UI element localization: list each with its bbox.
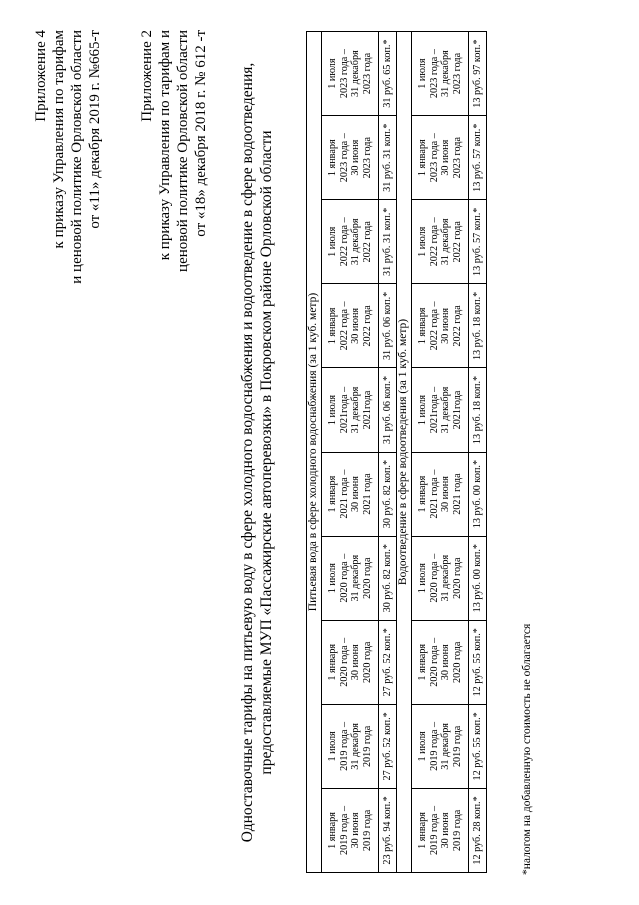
period-line: 2019 года bbox=[361, 809, 373, 852]
period-line: 2019 года – bbox=[428, 805, 440, 855]
period-line: 2020 года bbox=[451, 641, 463, 683]
period-line: 31 декабря bbox=[350, 554, 361, 602]
period-row bbox=[412, 32, 469, 873]
period-line: 2021года – bbox=[338, 386, 350, 434]
period-line: 2021 года bbox=[451, 473, 463, 515]
tariff-value-cell: 31 руб. 31 коп.* bbox=[379, 200, 397, 284]
section-heading-row bbox=[397, 32, 412, 873]
period-cell bbox=[322, 620, 379, 704]
appendix-4-line-4: от «11» декабря 2019 г. №665-т bbox=[87, 30, 103, 229]
period-line: 2020 года bbox=[451, 557, 463, 599]
period-line: 30 июня bbox=[440, 476, 451, 513]
period-line: 1 июля bbox=[417, 563, 428, 594]
tariff-value-cell: 27 руб. 52 коп.* bbox=[379, 704, 397, 788]
period-line: 2021 года – bbox=[428, 469, 440, 519]
tariff-value-cell: 13 руб. 57 коп.* bbox=[469, 200, 487, 284]
period-line: 2022 года bbox=[361, 305, 373, 347]
period-line: 1 июля bbox=[327, 58, 338, 89]
period-row bbox=[322, 32, 379, 873]
period-line: 30 июня bbox=[350, 644, 361, 681]
period-line: 2021 года bbox=[361, 473, 373, 515]
period-line: 2019 года bbox=[451, 809, 463, 852]
period-cell bbox=[322, 284, 379, 368]
appendix-2-line-3: ценовой политике Орловской области bbox=[175, 30, 191, 272]
period-line: 1 января bbox=[417, 307, 428, 345]
period-line: 2019 года – bbox=[338, 721, 350, 771]
period-line: 1 января bbox=[327, 643, 338, 681]
period-line: 30 июня bbox=[350, 139, 361, 176]
tariff-table bbox=[306, 31, 487, 873]
period-cell bbox=[322, 452, 379, 536]
period-line: 2022 года – bbox=[428, 217, 440, 267]
period-cell bbox=[412, 536, 469, 620]
period-line: 1 января bbox=[417, 139, 428, 177]
period-line: 1 июля bbox=[327, 394, 338, 426]
tariff-value-cell: 30 руб. 82 коп.* bbox=[379, 536, 397, 620]
period-cell bbox=[412, 704, 469, 788]
period-line: 2019 года – bbox=[428, 721, 440, 771]
period-cell bbox=[412, 200, 469, 284]
period-line: 2021года bbox=[361, 390, 373, 430]
section-heading: Водоотведение в сфере водоотведения (за 1 куб. метр) bbox=[397, 32, 412, 873]
period-line: 1 января bbox=[327, 139, 338, 177]
period-line: 2023 года bbox=[451, 52, 463, 95]
period-line: 1 июля bbox=[417, 394, 428, 426]
tariff-value-cell: 12 руб. 28 коп.* bbox=[469, 788, 487, 872]
period-cell bbox=[322, 368, 379, 452]
period-line: 31 декабря bbox=[440, 218, 451, 266]
period-line: 2023 года – bbox=[428, 49, 440, 99]
period-cell bbox=[322, 32, 379, 116]
period-line: 30 июня bbox=[440, 139, 451, 176]
period-line: 2022 года bbox=[361, 221, 373, 263]
period-cell bbox=[412, 368, 469, 452]
period-line: 2020 года bbox=[361, 641, 373, 683]
tariff-value-cell: 23 руб. 94 коп.* bbox=[379, 788, 397, 872]
appendix-2-line-4: от «18» декабря 2018 г. № 612 -т bbox=[193, 30, 209, 237]
tariff-value-cell: 13 руб. 00 коп.* bbox=[469, 536, 487, 620]
period-line: 1 января bbox=[327, 475, 338, 513]
tariff-value-cell: 30 руб. 82 коп.* bbox=[379, 452, 397, 536]
period-line: 1 января bbox=[417, 643, 428, 681]
tariff-value-cell: 13 руб. 97 коп.* bbox=[469, 32, 487, 116]
period-line: 2023 года – bbox=[338, 133, 350, 183]
period-line: 2021 года – bbox=[338, 469, 350, 519]
period-line: 1 января bbox=[417, 475, 428, 513]
tariff-value-cell: 13 руб. 00 коп.* bbox=[469, 452, 487, 536]
period-line: 2020 года bbox=[361, 557, 373, 599]
period-line: 30 июня bbox=[350, 476, 361, 513]
period-line: 31 декабря bbox=[440, 386, 451, 434]
period-line: 2021года bbox=[451, 390, 463, 430]
appendix-4-header bbox=[32, 30, 104, 284]
period-line: 2020 года – bbox=[338, 553, 350, 603]
period-line: 1 января bbox=[327, 307, 338, 345]
tariff-value-cell: 27 руб. 52 коп.* bbox=[379, 620, 397, 704]
tariff-value-row bbox=[379, 32, 397, 873]
period-line: 2021года – bbox=[428, 386, 440, 434]
appendix-4-line-2: к приказу Управления по тарифам bbox=[51, 30, 67, 249]
period-line: 1 июля bbox=[417, 226, 428, 257]
period-line: 2022 года bbox=[451, 221, 463, 263]
appendix-4-line-3: и ценовой политике Орловской области bbox=[69, 30, 85, 284]
period-line: 1 июля bbox=[417, 731, 428, 762]
period-line: 2020 года – bbox=[338, 637, 350, 687]
period-cell bbox=[322, 116, 379, 200]
period-line: 2023 года – bbox=[338, 49, 350, 99]
period-line: 1 июля bbox=[327, 226, 338, 257]
period-cell bbox=[412, 788, 469, 872]
period-line: 2020 года – bbox=[428, 553, 440, 603]
appendix-2-line-1: Приложение 2 bbox=[139, 30, 155, 122]
tariff-value-cell: 12 руб. 55 коп.* bbox=[469, 620, 487, 704]
period-cell bbox=[322, 536, 379, 620]
period-line: 2022 года – bbox=[338, 301, 350, 351]
period-cell bbox=[412, 116, 469, 200]
appendix-2-header bbox=[138, 30, 210, 272]
period-cell bbox=[412, 284, 469, 368]
tariff-value-row bbox=[469, 32, 487, 873]
period-line: 2023 года bbox=[361, 137, 373, 179]
period-line: 1 июля bbox=[327, 563, 338, 594]
period-cell bbox=[322, 200, 379, 284]
period-line: 31 декабря bbox=[350, 218, 361, 266]
period-line: 30 июня bbox=[440, 307, 451, 344]
tariff-value-cell: 31 руб. 65 коп.* bbox=[379, 32, 397, 116]
document-title bbox=[238, 60, 276, 845]
period-line: 30 июня bbox=[350, 812, 361, 849]
title-line-2: предоставляемые МУП «Пассажирские автоперевозки» в Покровском районе Орловской области bbox=[258, 130, 275, 775]
period-line: 1 июля bbox=[327, 731, 338, 762]
period-line: 31 декабря bbox=[350, 723, 361, 770]
period-cell bbox=[322, 788, 379, 872]
period-line: 2020 года – bbox=[428, 637, 440, 687]
period-line: 30 июня bbox=[350, 307, 361, 344]
period-line: 1 июля bbox=[417, 58, 428, 89]
period-line: 1 января bbox=[417, 812, 428, 849]
period-line: 30 июня bbox=[440, 644, 451, 681]
period-line: 2019 года bbox=[361, 725, 373, 768]
period-line: 31 декабря bbox=[440, 723, 451, 770]
tariff-value-cell: 13 руб. 18 коп.* bbox=[469, 368, 487, 452]
period-line: 30 июня bbox=[440, 812, 451, 849]
vat-footnote: *налогом на добавленную стоимость не облагается bbox=[521, 623, 533, 875]
period-line: 31 декабря bbox=[350, 50, 361, 97]
tariff-value-cell: 31 руб. 06 коп.* bbox=[379, 368, 397, 452]
appendix-4-line-1: Приложение 4 bbox=[33, 30, 49, 122]
tariff-value-cell: 31 руб. 06 коп.* bbox=[379, 284, 397, 368]
period-cell bbox=[412, 32, 469, 116]
tariff-value-cell: 12 руб. 55 коп.* bbox=[469, 704, 487, 788]
period-line: 2023 года bbox=[361, 52, 373, 95]
period-line: 31 декабря bbox=[350, 386, 361, 434]
tariff-value-cell: 13 руб. 18 коп.* bbox=[469, 284, 487, 368]
section-heading-row bbox=[307, 32, 322, 873]
period-line: 31 декабря bbox=[440, 50, 451, 97]
period-cell bbox=[412, 620, 469, 704]
period-cell bbox=[322, 704, 379, 788]
title-line-1: Одноставочные тарифы на питьевую воду в сфере холодного водоснабжения и водоотведение в сфере водоотведения, bbox=[239, 62, 256, 843]
period-line: 2019 года – bbox=[338, 805, 350, 855]
period-line: 2022 года – bbox=[428, 301, 440, 351]
period-line: 2022 года – bbox=[338, 217, 350, 267]
period-line: 2022 года bbox=[451, 305, 463, 347]
section-heading: Питьевая вода в сфере холодного водоснабжения (за 1 куб. метр) bbox=[307, 32, 322, 873]
period-line: 2023 года – bbox=[428, 133, 440, 183]
period-line: 1 января bbox=[327, 812, 338, 849]
appendix-2-line-2: к приказу Управления по тарифам и bbox=[157, 30, 173, 261]
period-line: 2019 года bbox=[451, 725, 463, 768]
period-line: 2023 года bbox=[451, 137, 463, 179]
period-cell bbox=[412, 452, 469, 536]
tariff-value-cell: 31 руб. 31 коп.* bbox=[379, 116, 397, 200]
tariff-value-cell: 13 руб. 57 коп.* bbox=[469, 116, 487, 200]
period-line: 31 декабря bbox=[440, 554, 451, 602]
